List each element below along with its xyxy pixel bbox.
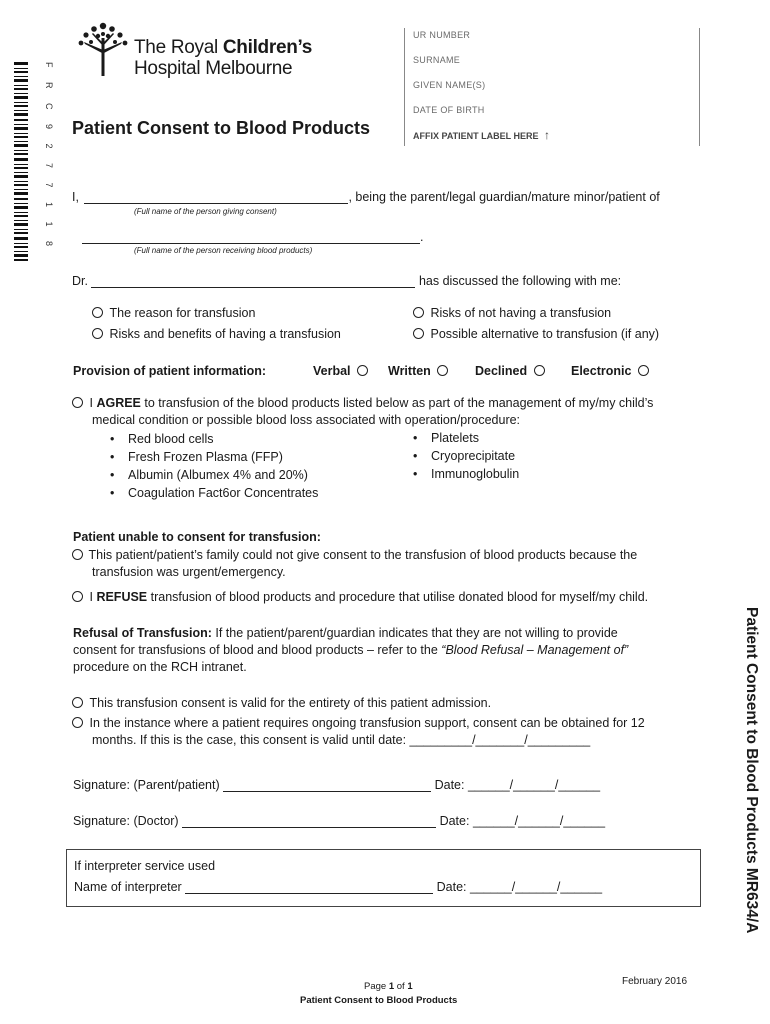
hospital-name-line2: Hospital Melbourne: [134, 58, 293, 79]
provision-option-label: Electronic: [571, 364, 632, 378]
refusal-line3: procedure on the RCH intranet.: [73, 660, 247, 674]
product-item: • Immunoglobulin: [431, 467, 519, 481]
parent-signature-row: [73, 777, 600, 792]
radio-circle-icon[interactable]: [413, 328, 424, 339]
page-number: [364, 981, 413, 992]
refusal-line2: [73, 643, 628, 657]
affix-text: AFFIX PATIENT LABEL HERE: [413, 131, 539, 141]
refuse-bold: REFUSE: [96, 590, 148, 604]
discussed-label: Risks of not having a transfusion: [430, 306, 612, 320]
interpreter-row: [74, 879, 602, 894]
product-item: • Albumin (Albumex 4% and 20%): [128, 468, 308, 482]
provision-label: Provision of patient information:: [73, 364, 267, 378]
footer-title: Patient Consent to Blood Products: [300, 995, 458, 1006]
agree-rest: to transfusion of the blood products listed below as part of the management of my/my child’s: [140, 396, 654, 410]
radio-circle-icon[interactable]: [534, 365, 545, 376]
arrow-up-icon: ↑: [544, 128, 551, 142]
dob-label: DATE OF BIRTH: [413, 105, 485, 115]
parent-signature-label: Signature: (Parent/patient): [73, 778, 220, 792]
consent-line: [72, 189, 660, 204]
radio-circle-icon[interactable]: [638, 365, 649, 376]
discussed-label: Possible alternative to transfusion (if any): [430, 327, 660, 341]
page-mid: of: [394, 981, 408, 992]
doctor-date-field[interactable]: ______/______/______: [472, 814, 606, 828]
interpreter-name-label: Name of interpreter: [74, 880, 182, 894]
radio-circle-icon[interactable]: [92, 307, 103, 318]
radio-circle-icon[interactable]: [72, 717, 83, 728]
provision-option-written[interactable]: [388, 364, 448, 378]
interpreter-date-field[interactable]: ______/______/______: [470, 880, 603, 894]
unable-option[interactable]: [72, 548, 637, 562]
radio-circle-icon[interactable]: [437, 365, 448, 376]
discussed-option-risks-benefits[interactable]: [92, 327, 341, 341]
provision-option-electronic[interactable]: [571, 364, 649, 378]
parent-date-label: Date:: [434, 778, 465, 792]
doctor-signature-field[interactable]: [182, 813, 436, 828]
side-title: Patient Consent to Blood Products MR634/A: [743, 607, 760, 934]
validity-option-ongoing[interactable]: [72, 716, 645, 730]
doctor-signature-label: Signature: (Doctor): [73, 814, 179, 828]
provision-option-label: Declined: [475, 364, 528, 378]
refuse-pre: I: [89, 590, 97, 604]
blood-receiver-name-field[interactable]: [82, 229, 420, 244]
unable-line2: transfusion was urgent/emergency.: [92, 565, 286, 579]
provision-option-declined[interactable]: [475, 364, 545, 378]
doctor-name-field[interactable]: [91, 273, 415, 288]
refusal-line2-text: consent for transfusions of blood and blood products – refer to the: [73, 643, 442, 657]
discussed-label: The reason for transfusion: [109, 306, 256, 320]
discussed-option-reason[interactable]: [92, 306, 255, 320]
surname-label: SURNAME: [413, 55, 461, 65]
consent-suffix: , being the parent/legal guardian/mature minor/patient of: [348, 190, 660, 204]
receiver-hint: (Full name of the person receiving blood products): [134, 246, 313, 255]
interpreter-line1: If interpreter service used: [74, 859, 216, 873]
agree-pre: I: [89, 396, 97, 410]
barcode-text: F R C 9 2 7 7 1 1 8: [44, 62, 54, 253]
radio-circle-icon[interactable]: [357, 365, 368, 376]
radio-circle-icon[interactable]: [413, 307, 424, 318]
refusal-bold: Refusal of Transfusion:: [73, 626, 212, 640]
doctor-prefix: Dr.: [72, 274, 88, 288]
consent-prefix: I,: [72, 190, 79, 204]
product-item: • Red blood cells: [128, 432, 213, 446]
hospital-logo: [72, 20, 134, 78]
consent-giver-hint: (Full name of the person giving consent): [134, 207, 277, 216]
product-item: • Coagulation Fact6or Concentrates: [128, 486, 318, 500]
refuse-rest: transfusion of blood products and procedure that utilise donated blood for myself/my child.: [147, 590, 649, 604]
given-names-label: GIVEN NAME(S): [413, 80, 486, 90]
parent-signature-field[interactable]: [223, 777, 431, 792]
barcode-graphic: [14, 62, 28, 262]
ur-number-label: UR NUMBER: [413, 30, 471, 40]
barcode: [14, 62, 28, 262]
hospital-name-bold: Children’s: [222, 37, 313, 58]
unable-heading: Patient unable to consent for transfusion:: [73, 530, 321, 544]
provision-option-label: Verbal: [313, 364, 351, 378]
discussed-option-risks-not[interactable]: [413, 306, 611, 320]
page-current: 1: [388, 981, 395, 992]
agree-option[interactable]: [72, 396, 653, 410]
tree-logo-icon: [72, 20, 134, 78]
provision-option-verbal[interactable]: [313, 364, 368, 378]
hospital-name-regular: The Royal: [134, 37, 223, 58]
footer-date: February 2016: [622, 976, 688, 987]
refusal-link-text: “Blood Refusal – Management of”: [441, 643, 629, 657]
radio-circle-icon[interactable]: [72, 697, 83, 708]
doctor-suffix: has discussed the following with me:: [418, 274, 622, 288]
validity-label: This transfusion consent is valid for the entirety of this patient admission.: [89, 696, 492, 710]
affix-label: [413, 128, 550, 142]
validity-option-admission[interactable]: [72, 696, 491, 710]
page-pre: Page: [364, 981, 389, 992]
validity-label: In the instance where a patient requires ongoing transfusion support, consent can be obtained for 12: [89, 716, 645, 730]
product-item: • Platelets: [431, 431, 479, 445]
refusal-rest: If the patient/parent/guardian indicates that they are not willing to provide: [211, 626, 618, 640]
receiver-line: [82, 229, 423, 244]
receiver-dot: .: [420, 230, 424, 244]
radio-circle-icon[interactable]: [72, 591, 83, 602]
doctor-signature-row: [73, 813, 605, 828]
interpreter-name-field[interactable]: [185, 879, 433, 894]
page-total: 1: [407, 981, 413, 992]
interpreter-box: [66, 849, 701, 907]
agree-line2: medical condition or possible blood loss associated with operation/procedure:: [92, 413, 521, 427]
discussed-option-alternative[interactable]: [413, 327, 659, 341]
interpreter-date-label: Date:: [436, 880, 467, 894]
validity-line2: months. If this is the case, this consent is valid until date: _________/_______/_________: [92, 733, 591, 747]
discussed-label: Risks and benefits of having a transfusion: [109, 327, 341, 341]
consent-giver-name-field[interactable]: [84, 189, 348, 204]
agree-bold: AGREE: [96, 396, 141, 410]
unable-line1: This patient/patient’s family could not give consent to the transfusion of blood products because the: [88, 548, 638, 562]
hospital-name-line1: [134, 37, 312, 59]
doctor-date-label: Date:: [439, 814, 470, 828]
provision-option-label: Written: [388, 364, 431, 378]
doctor-line: [72, 273, 621, 288]
radio-circle-icon[interactable]: [72, 549, 83, 560]
radio-circle-icon[interactable]: [92, 328, 103, 339]
form-title: Patient Consent to Blood Products: [72, 118, 371, 138]
product-item: • Fresh Frozen Plasma (FFP): [128, 450, 283, 464]
refusal-line1: [73, 626, 618, 640]
radio-circle-icon[interactable]: [72, 397, 83, 408]
refuse-option[interactable]: [72, 590, 648, 604]
parent-date-field[interactable]: ______/______/______: [467, 778, 601, 792]
product-item: • Cryoprecipitate: [431, 449, 515, 463]
